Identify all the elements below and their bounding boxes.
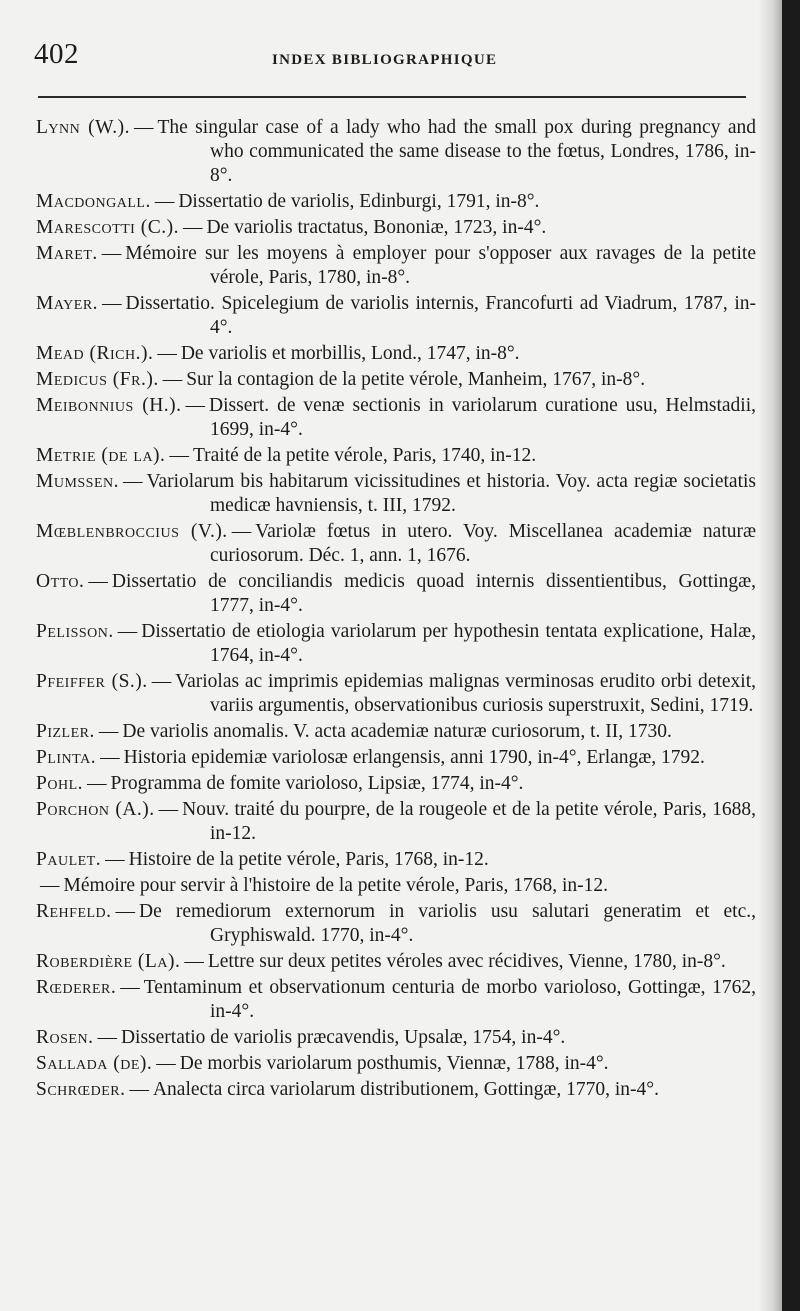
bibliography-list — [36, 116, 756, 1104]
bibliography-entry — [36, 242, 756, 290]
entry-text: Dissertatio de variolis, Edinburgi, 1791, in-8°. — [178, 191, 540, 212]
bibliography-entry — [36, 342, 756, 366]
entry-dash: — — [157, 343, 177, 364]
entry-dash: — — [185, 395, 206, 416]
bibliography-entry — [36, 292, 756, 340]
bibliography-entry — [36, 900, 756, 948]
page-number: 402 — [34, 38, 79, 70]
bibliography-entry — [36, 720, 756, 744]
entry-dash: — — [123, 471, 143, 492]
entry-text: Mémoire sur les moyens à employer pour s'opposer aux ravages de la petite vérole, Paris, 1780, in-8°. — [125, 243, 756, 288]
entry-text: De variolis anomalis. V. acta academiæ naturæ curiosorum, t. II, 1730. — [122, 721, 672, 742]
bibliography-entry — [36, 394, 756, 442]
entry-dash: — — [162, 369, 183, 390]
entry-text: Variolæ fœtus in utero. Voy. Miscellanea academiæ naturæ curiosorum. Déc. 1, ann. 1, 1676. — [210, 521, 756, 566]
bibliography-entry — [36, 368, 756, 392]
entry-dash: — — [97, 1027, 117, 1048]
entry-dash: — — [156, 1053, 176, 1074]
bibliography-entry — [36, 1078, 756, 1102]
entry-text: Histoire de la petite vérole, Paris, 1768, in-12. — [128, 849, 489, 870]
bibliography-entry — [36, 1052, 756, 1076]
entry-text: Programma de fomite varioloso, Lipsiæ, 1774, in-4°. — [110, 773, 524, 794]
bibliography-entry — [36, 520, 756, 568]
bibliography-entry — [36, 848, 756, 872]
entry-text: Variolarum bis habitarum vicissitudines et historia. Voy. acta regiæ societatis medicæ havniensis, t. III, 1792. — [146, 471, 756, 516]
entry-author: Rœderer. — [36, 977, 117, 998]
entry-text: Dissert. de venæ sectionis in variolarum curatione usu, Helmstadii, 1699, in-4°. — [209, 395, 756, 440]
entry-dash: — — [133, 117, 154, 138]
entry-author: Maret. — [36, 243, 98, 264]
bibliography-entry — [36, 216, 756, 240]
entry-author: Macdongall. — [36, 191, 151, 212]
entry-dash: — — [87, 773, 107, 794]
entry-text: Variolas ac imprimis epidemias malignas verminosas erudito orbi detexit, variis argumentis, observationibus curiosis superstruxit, Sedini, 1719. — [175, 671, 756, 716]
entry-text: Sur la contagion de la petite vérole, Manheim, 1767, in-8°. — [186, 369, 646, 390]
entry-text: Dissertatio. Spicelegium de variolis internis, Francofurti ad Viadrum, 1787, in-4°. — [125, 293, 756, 338]
bibliography-entry — [36, 620, 756, 668]
bibliography-entry — [36, 470, 756, 518]
entry-dash: — — [100, 747, 120, 768]
entry-dash: — — [154, 191, 175, 212]
entry-author: Rosen. — [36, 1027, 94, 1048]
entry-author: Mœblenbroccius (V.). — [36, 521, 228, 542]
entry-dash: — — [169, 445, 189, 466]
entry-author: Meibonnius (H.). — [36, 395, 182, 416]
bibliography-entry — [36, 1026, 756, 1050]
entry-text: The singular case of a lady who had the small pox during pregnancy and who communicated the same disease to the fœtus, Londres, 1786, in-8°. — [157, 117, 756, 186]
entry-author: Marescotti (C.). — [36, 217, 179, 238]
entry-dash: — — [182, 217, 203, 238]
entry-dash: — — [98, 721, 119, 742]
entry-author: Pelisson. — [36, 621, 114, 642]
entry-author: Lynn (W.). — [36, 117, 130, 138]
entry-dash: — — [151, 671, 172, 692]
entry-text: Dissertatio de etiologia variolarum per hypothesin tentata explicatione, Halæ, 1764, in-4°. — [141, 621, 756, 666]
entry-dash: — — [102, 293, 122, 314]
entry-text: De variolis tractatus, Bononiæ, 1723, in-4°. — [206, 217, 547, 238]
entry-text: Dissertatio de variolis præcavendis, Upsalæ, 1754, in-4°. — [120, 1027, 566, 1048]
entry-author: Roberdière (La). — [36, 951, 181, 972]
entry-text: De remediorum externorum in variolis usu salutari generatim et etc., Gryphiswald. 1770, in-4°. — [139, 901, 756, 946]
bibliography-entry — [36, 746, 756, 770]
bibliography-entry — [36, 116, 756, 188]
entry-dash: — — [88, 571, 108, 592]
entry-dash: — — [117, 621, 138, 642]
entry-author: Otto. — [36, 571, 85, 592]
entry-author: Pfeiffer (S.). — [36, 671, 148, 692]
entry-author: Sallada (de). — [36, 1053, 153, 1074]
entry-dash: — — [158, 799, 179, 820]
entry-dash: — — [40, 875, 60, 896]
entry-dash: — — [105, 849, 125, 870]
entry-author: Rehfeld. — [36, 901, 112, 922]
entry-dash: — — [120, 977, 140, 998]
bibliography-entry — [36, 772, 756, 796]
entry-author: Pizler. — [36, 721, 95, 742]
entry-text: De variolis et morbillis, Lond., 1747, in-8°. — [180, 343, 520, 364]
bibliography-entry — [36, 444, 756, 468]
entry-author: Mayer. — [36, 293, 99, 314]
bibliography-entry — [36, 874, 756, 898]
entry-author: Pohl. — [36, 773, 83, 794]
running-title: INDEX BIBLIOGRAPHIQUE — [272, 52, 498, 68]
entry-text: Traité de la petite vérole, Paris, 1740, in-12. — [192, 445, 537, 466]
entry-dash: — — [184, 951, 204, 972]
entry-dash: — — [101, 243, 122, 264]
entry-text: Historia epidemiæ variolosæ erlangensis, anni 1790, in-4°, Erlangæ, 1792. — [123, 747, 705, 768]
entry-text: Dissertatio de conciliandis medicis quoad internis dissentientibus, Gottingæ, 1777, in-4°. — [111, 571, 756, 616]
entry-text: De morbis variolarum posthumis, Viennæ, 1788, in-4°. — [179, 1053, 609, 1074]
entry-author: Medicus (Fr.). — [36, 369, 159, 390]
bibliography-entry — [36, 570, 756, 618]
entry-text: Mémoire pour servir à l'histoire de la petite vérole, Paris, 1768, in-12. — [63, 875, 608, 896]
bibliography-entry — [36, 976, 756, 1024]
bibliography-entry — [36, 190, 756, 214]
bibliography-entry — [36, 670, 756, 718]
entry-author: Schrœder. — [36, 1079, 126, 1100]
bibliography-entry — [36, 798, 756, 846]
entry-text: Lettre sur deux petites véroles avec récidives, Vienne, 1780, in-8°. — [207, 951, 726, 972]
entry-author: Mumssen. — [36, 471, 120, 492]
entry-dash: — — [129, 1079, 149, 1100]
entry-text: Nouv. traité du pourpre, de la rougeole et de la petite vérole, Paris, 1688, in-12. — [182, 799, 756, 844]
entry-author: Porchon (A.). — [36, 799, 155, 820]
entry-dash: — — [115, 901, 136, 922]
bibliography-entry — [36, 950, 756, 974]
entry-text: Tentaminum et observationum centuria de morbo varioloso, Gottingæ, 1762, in-4°. — [143, 977, 756, 1022]
entry-text: Analecta circa variolarum distributionem, Gottingæ, 1770, in-4°. — [152, 1079, 659, 1100]
entry-author: Plinta. — [36, 747, 97, 768]
header-rule — [38, 96, 746, 98]
page-edge-shadow — [758, 0, 782, 1311]
entry-dash: — — [231, 521, 252, 542]
entry-author: Metrie (de la). — [36, 445, 166, 466]
entry-author: Mead (Rich.). — [36, 343, 154, 364]
entry-author: Paulet. — [36, 849, 102, 870]
